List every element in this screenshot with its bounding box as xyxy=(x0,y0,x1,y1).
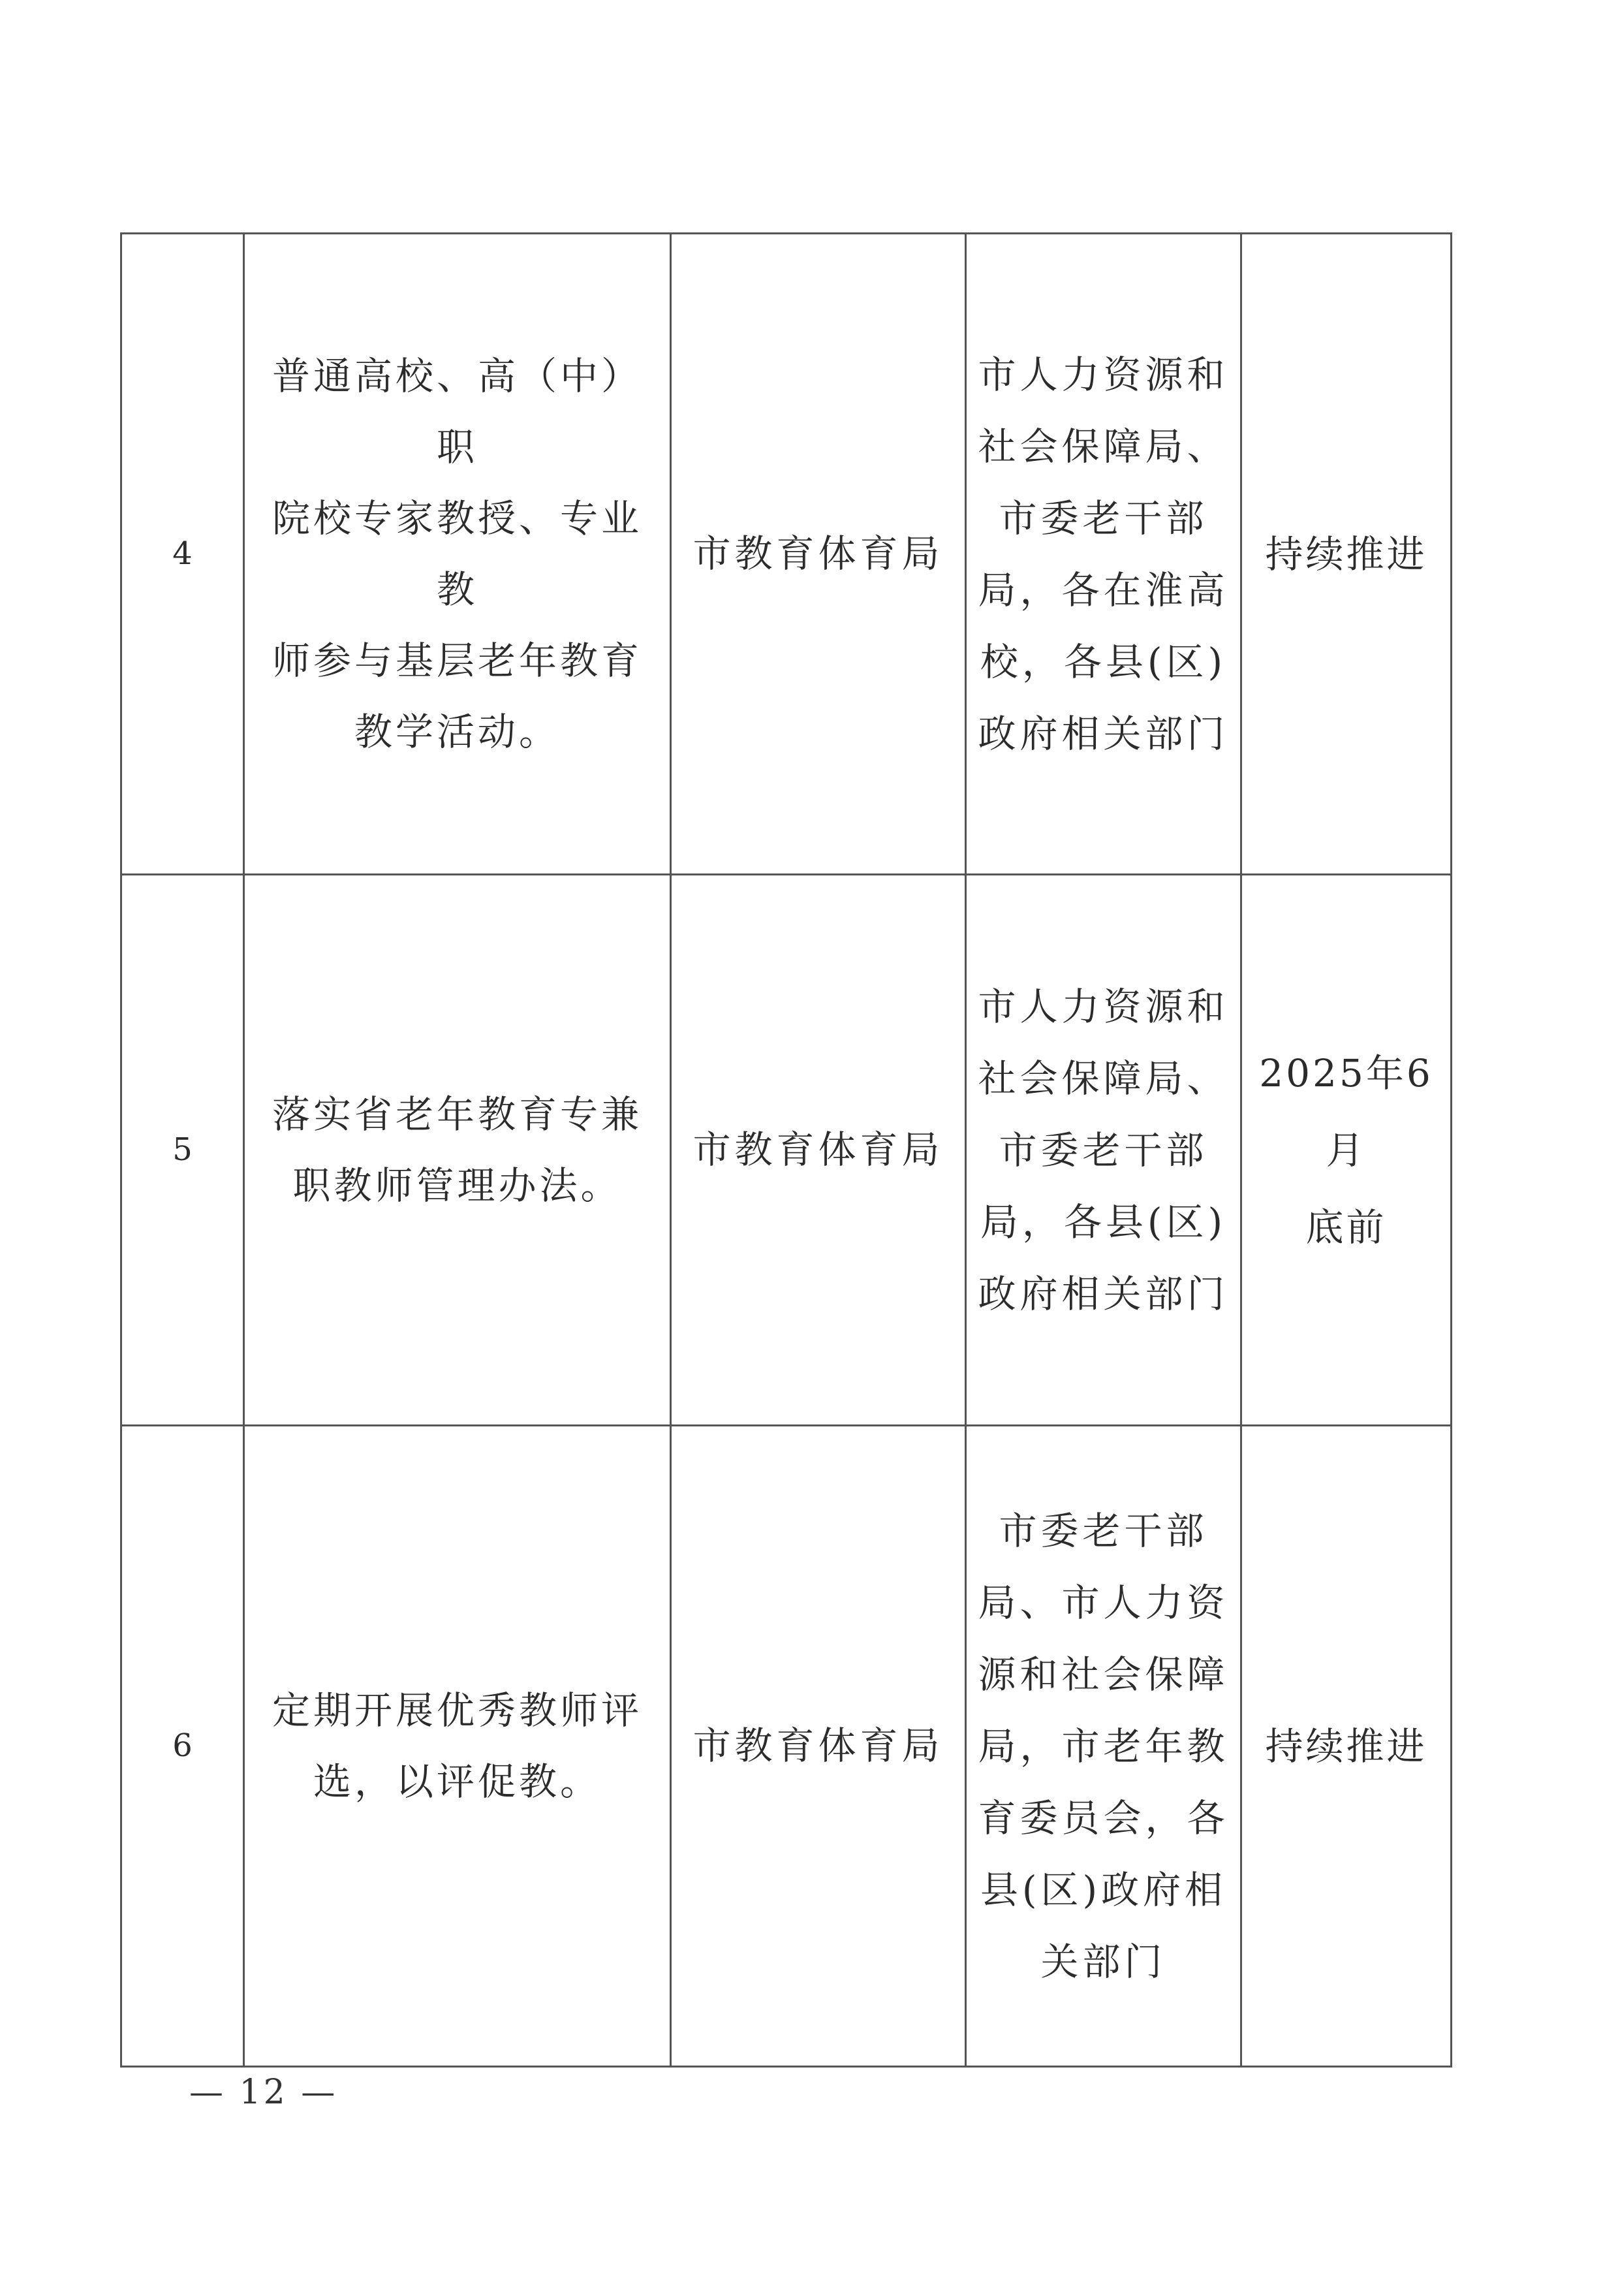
table-row xyxy=(121,234,1452,875)
row-number: 4 xyxy=(172,535,193,572)
task-text: 定期开展优秀教师评 选，以评促教。 xyxy=(272,1688,642,1804)
deadline-cell xyxy=(1241,234,1452,875)
lead-unit-cell xyxy=(671,1426,966,2067)
row-number-cell xyxy=(121,1426,244,2067)
deadline-cell xyxy=(1241,875,1452,1426)
row-number-cell xyxy=(121,234,244,875)
deadline: 持续推进 xyxy=(1265,1723,1427,1769)
cooperating-units-cell xyxy=(966,234,1241,875)
task-cell xyxy=(244,234,671,875)
task-cell xyxy=(244,1426,671,2067)
row-number: 5 xyxy=(172,1131,193,1168)
cooperating-units: 市委老干部 局、市人力资 源和社会保障 局，市老年教 育委员会，各 县(区)政府相 关部门 xyxy=(978,1508,1229,1984)
lead-unit: 市教育体育局 xyxy=(692,1723,944,1768)
task-text: 落实省老年教育专兼 职教师管理办法。 xyxy=(272,1092,642,1208)
row-number-cell xyxy=(121,875,244,1426)
cooperating-units-cell xyxy=(966,1426,1241,2067)
page-number: — 12 — xyxy=(189,2073,338,2112)
table-row xyxy=(121,1426,1452,2067)
cooperating-units-cell xyxy=(966,875,1241,1426)
lead-unit-cell xyxy=(671,875,966,1426)
task-text: 普通高校、高（中）职 院校专家教授、专业教 师参与基层老年教育 教学活动。 xyxy=(272,353,642,754)
table-row xyxy=(121,875,1452,1426)
deadline-cell xyxy=(1241,1426,1452,2067)
deadline: 持续推进 xyxy=(1265,531,1427,576)
lead-unit: 市教育体育局 xyxy=(692,1127,944,1172)
task-cell xyxy=(244,875,671,1426)
lead-unit: 市教育体育局 xyxy=(692,531,944,576)
lead-unit-cell xyxy=(671,234,966,875)
deadline: 2025年6月 底前 xyxy=(1259,1050,1433,1250)
cooperating-units: 市人力资源和 社会保障局、 市委老干部 局，各在淮高 校，各县(区) 政府相关部门 xyxy=(978,352,1229,756)
task-table xyxy=(120,232,1452,2068)
cooperating-units: 市人力资源和 社会保障局、 市委老干部 局，各县(区) 政府相关部门 xyxy=(978,984,1229,1316)
row-number: 6 xyxy=(172,1727,193,1764)
